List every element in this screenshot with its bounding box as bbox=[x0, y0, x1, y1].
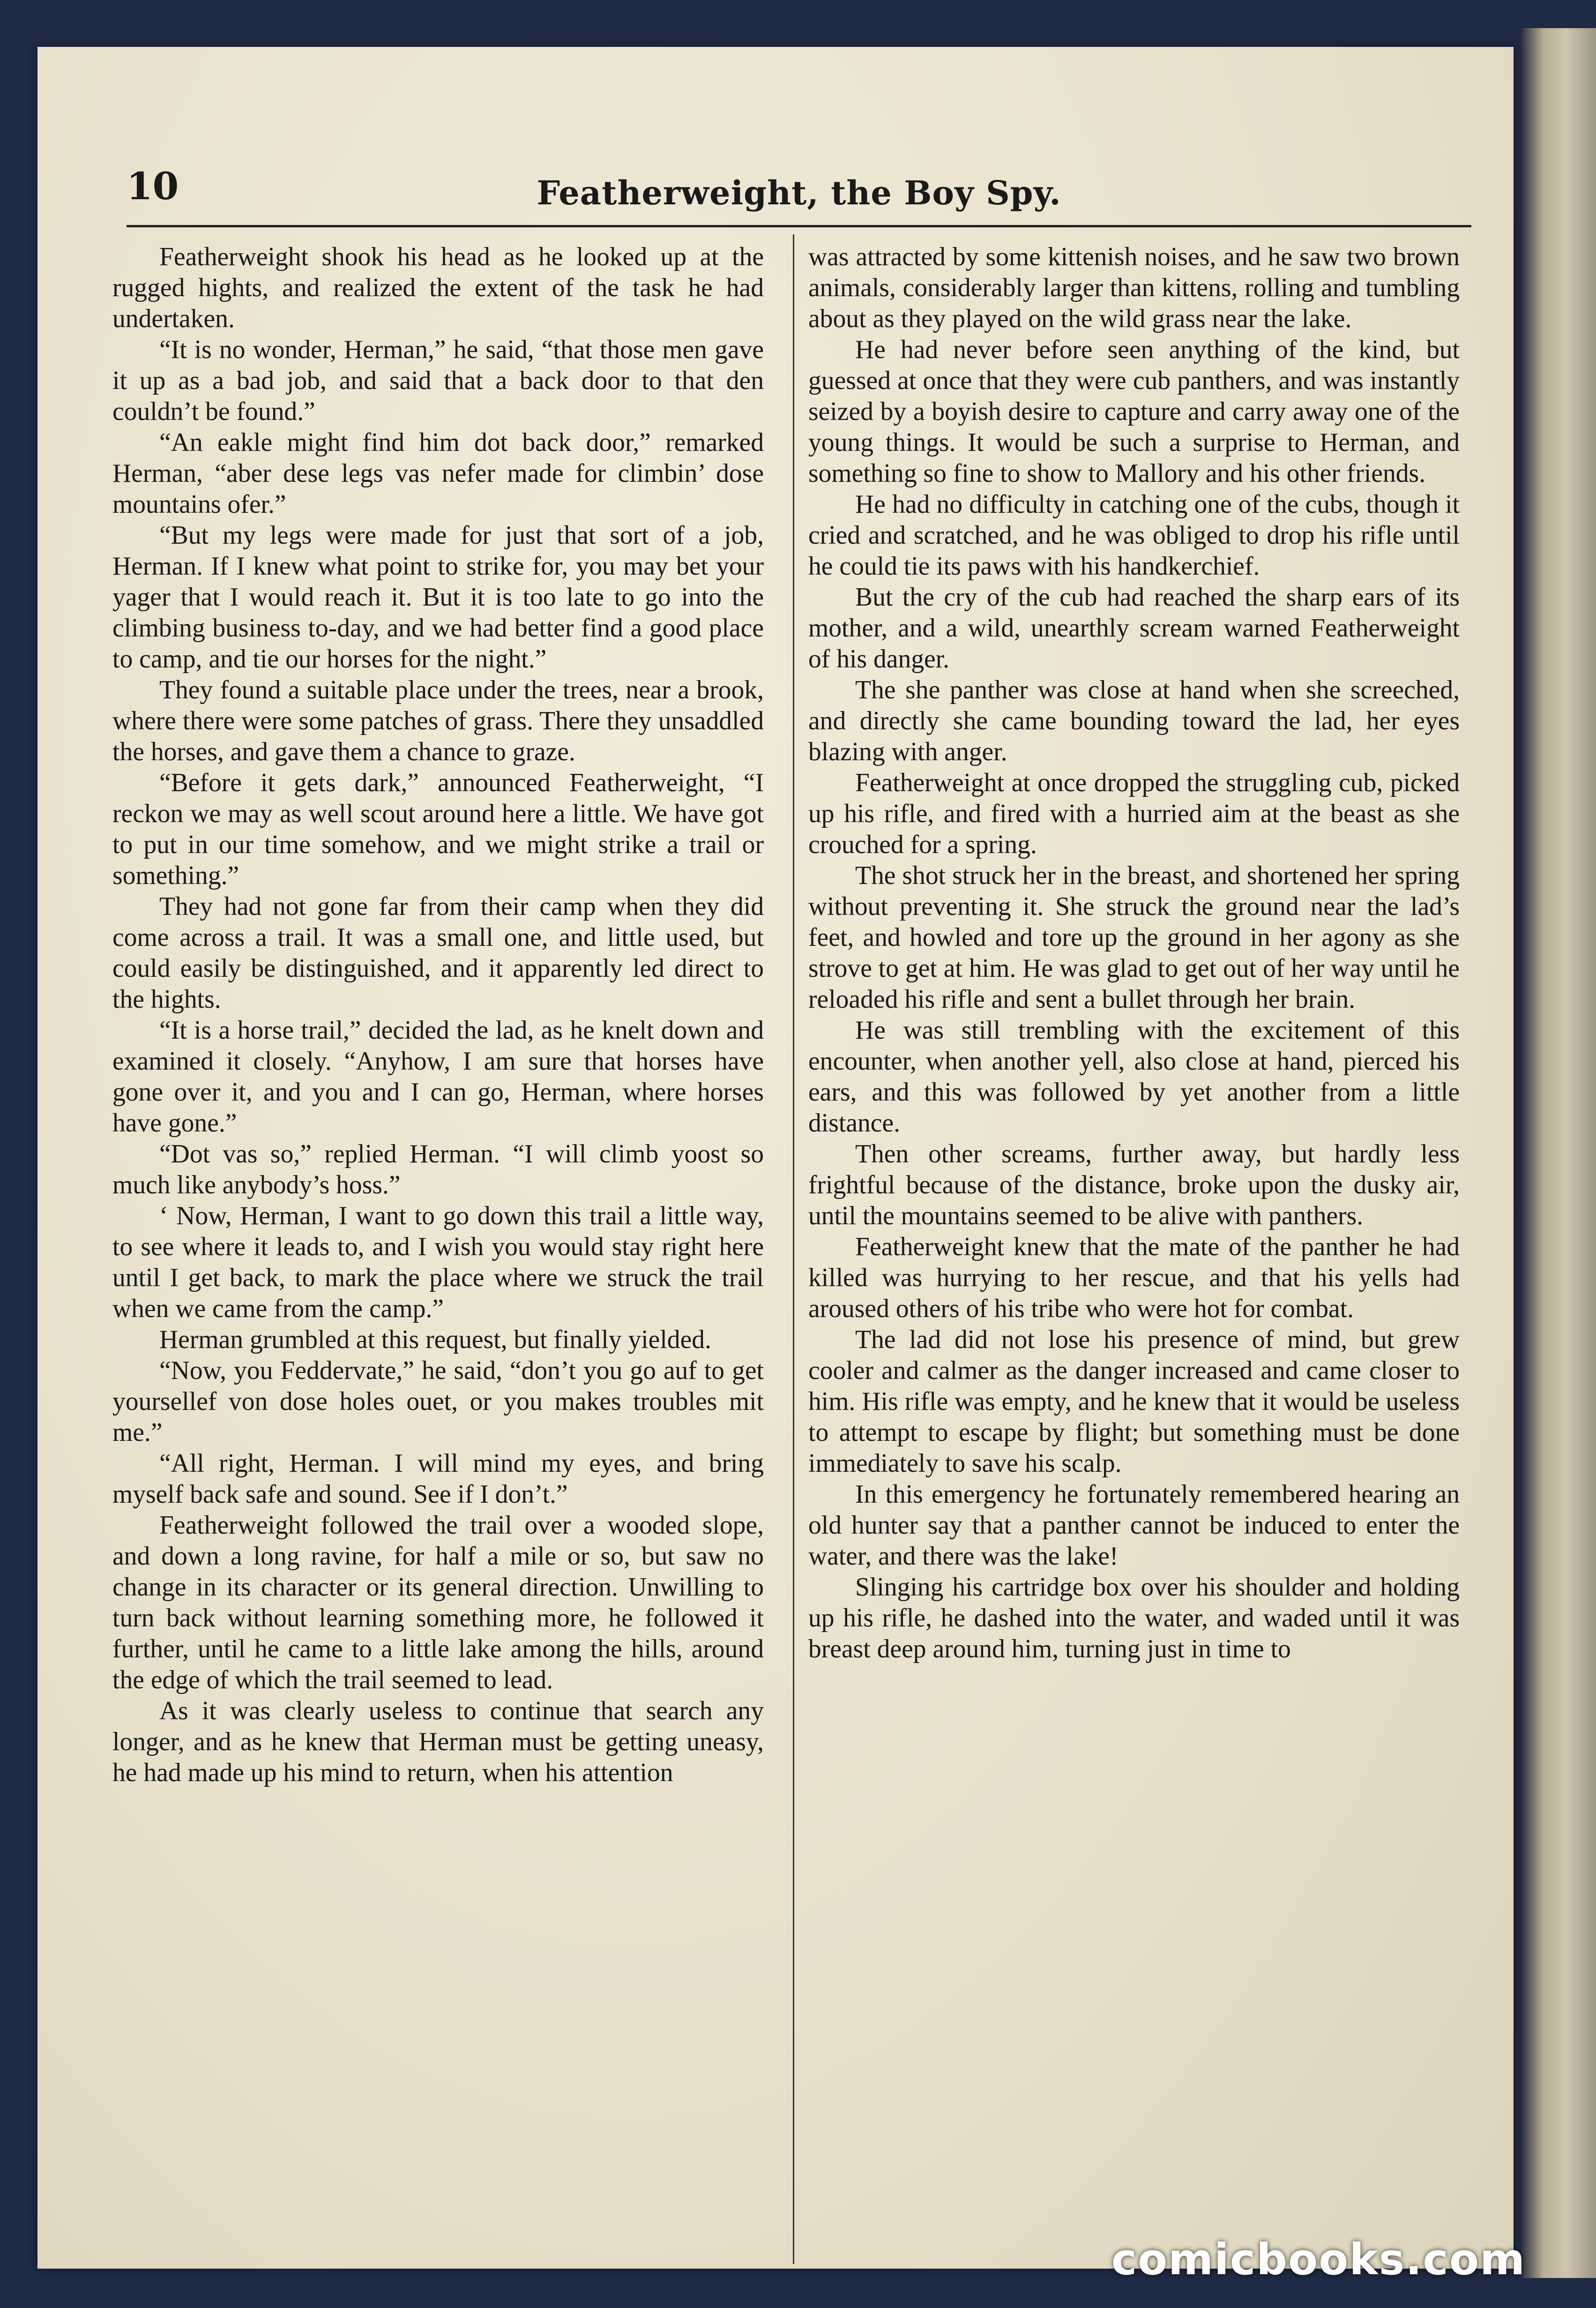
paragraph: He was still trembling with the excitement of this encounter, when another yell, also close at hand, pierced his ears, and this was followed by yet another from a little distance. bbox=[808, 1016, 1460, 1138]
paragraph: “But my legs were made for just that sort of a job, Herman. If I knew what point to strike for, you may bet your yager that I would reach it. But it is too late to go into the climbing business to-day, and we had better find a good place to camp, and tie our horses for the night.” bbox=[112, 521, 764, 674]
paragraph: They found a suitable place under the trees, near a brook, where there were some patches of grass. There they unsaddled the horses, and gave them a chance to graze. bbox=[112, 675, 764, 766]
paragraph: “Now, you Feddervate,” he said, “don’t you go auf to get yoursellef von dose holes ouet, or you makes troubles mit me.” bbox=[112, 1356, 764, 1447]
paragraph: “An eakle might find him dot back door,” remarked Herman, “aber dese legs vas nefer made for climbin’ dose mountains ofer.” bbox=[112, 428, 764, 519]
paragraph: “It is no wonder, Herman,” he said, “that those men gave it up as a bad job, and said that a back door to that den couldn’t be found.” bbox=[112, 335, 764, 426]
paragraph: The lad did not lose his presence of mind, but grew cooler and calmer as the danger increased and came closer to him. His rifle was empty, and he knew that it would be useless to attempt to escape by flight; but something must be done immediately to save his scalp. bbox=[808, 1325, 1460, 1478]
paragraph: He had never before seen anything of the kind, but guessed at once that they were cub panthers, and was instantly seized by a boyish desire to capture and carry away one of the young things. It would be such a surprise to Herman, and something so fine to show to Mallory and his other friends. bbox=[808, 335, 1460, 488]
paragraph: “All right, Herman. I will mind my eyes, and bring myself back safe and sound. See if I don’t.” bbox=[112, 1449, 764, 1509]
column-divider bbox=[793, 234, 794, 2264]
paragraph: They had not gone far from their camp when they did come across a trail. It was a small one, and little used, but could easily be distinguished, and it apparently led direct to the hights. bbox=[112, 892, 764, 1014]
running-title: Featherweight, the Boy Spy. bbox=[537, 173, 1061, 212]
page-header bbox=[127, 117, 1471, 227]
paragraph: ‘ Now, Herman, I want to go down this trail a little way, to see where it leads to, and I wish you would stay right here until I get back, to mark the place where we struck the trail when we came from the camp.” bbox=[112, 1201, 764, 1323]
paragraph: He had no difficulty in catching one of the cubs, though it cried and scratched, and he was obliged to drop his rifle until he could tie its paws with his handkerchief. bbox=[808, 490, 1460, 581]
paragraph: Featherweight at once dropped the struggling cub, picked up his rifle, and fired with a hurried aim at the beast as she crouched for a spring. bbox=[808, 768, 1460, 859]
paragraph: “Before it gets dark,” announced Featherweight, “I reckon we may as well scout around here a little. We have got to put in our time somehow, and we might strike a trail or something.” bbox=[112, 768, 764, 890]
paragraph: Slinging his cartridge box over his shoulder and holding up his rifle, he dashed into the water, and waded until it was breast deep around him, turning just in time to bbox=[808, 1573, 1460, 1664]
page-number: 10 bbox=[127, 164, 179, 208]
paragraph: In this emergency he fortunately remembered hearing an old hunter say that a panther cannot be induced to enter the water, and there was the lake! bbox=[808, 1480, 1460, 1571]
binding-edge bbox=[1521, 28, 1596, 2278]
watermark-logo: comicbooks.com bbox=[1111, 2234, 1526, 2285]
right-column bbox=[808, 241, 1460, 1664]
paragraph: The she panther was close at hand when she screeched, and directly she came bounding toward the lad, her eyes blazing with anger. bbox=[808, 675, 1460, 766]
paragraph: Featherweight followed the trail over a wooded slope, and down a long ravine, for half a mile or so, but saw no change in its character or its general direction. Unwilling to turn back without learning something more, he followed it further, until he came to a little lake among the hills, around the edge of which the trail seemed to lead. bbox=[112, 1511, 764, 1694]
paragraph: “Dot vas so,” replied Herman. “I will climb yoost so much like anybody’s hoss.” bbox=[112, 1139, 764, 1199]
paragraph: The shot struck her in the breast, and shortened her spring without preventing it. She struck the ground near the lad’s feet, and howled and tore up the ground in her agony as she strove to get at him. He was glad to get out of her way until he reloaded his rifle and sent a bullet through her brain. bbox=[808, 861, 1460, 1014]
paragraph: Featherweight shook his head as he looked up at the rugged hights, and realized the extent of the task he had undertaken. bbox=[112, 242, 764, 333]
paragraph: As it was clearly useless to continue that search any longer, and as he knew that Herman must be getting uneasy, he had made up his mind to return, when his attention bbox=[112, 1696, 764, 1787]
paragraph: Featherweight knew that the mate of the panther he had killed was hurrying to her rescue, and that his yells had aroused others of his tribe who were hot for combat. bbox=[808, 1232, 1460, 1323]
paragraph: “It is a horse trail,” decided the lad, as he knelt down and examined it closely. “Anyhow, I am sure that horses have gone over it, and you and I can go, Herman, where horses have gone.” bbox=[112, 1016, 764, 1138]
paragraph: But the cry of the cub had reached the sharp ears of its mother, and a wild, unearthly scream warned Featherweight of his danger. bbox=[808, 583, 1460, 674]
left-column bbox=[112, 241, 764, 1788]
paragraph: was attracted by some kittenish noises, and he saw two brown animals, considerably larger than kittens, rolling and tumbling about as they played on the wild grass near the lake. bbox=[808, 242, 1460, 333]
book-page bbox=[37, 47, 1514, 2269]
paragraph: Herman grumbled at this request, but finally yielded. bbox=[159, 1325, 711, 1354]
paragraph: Then other screams, further away, but hardly less frightful because of the distance, broke upon the dusky air, until the mountains seemed to be alive with panthers. bbox=[808, 1139, 1460, 1230]
